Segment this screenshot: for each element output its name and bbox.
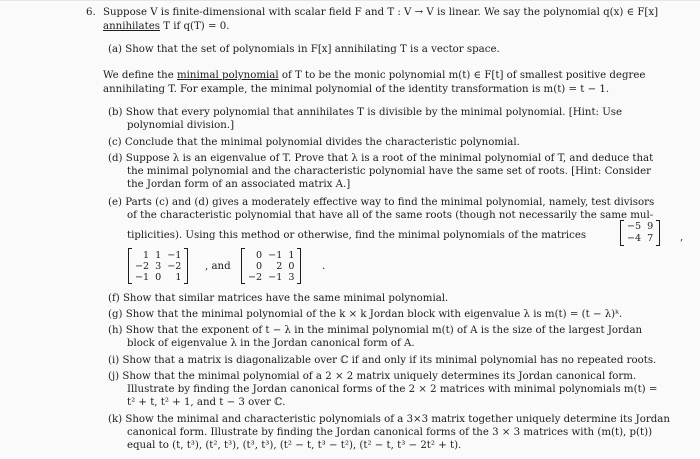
matrix-right-bracket xyxy=(184,248,188,284)
annihilates-term: annihilates xyxy=(103,21,160,32)
matrix-cell: −2 xyxy=(248,271,263,283)
matrix-cell: −2 xyxy=(135,260,150,272)
definition-rest: of T to be the monic polynomial m(t) ∈ F[t] of smallest positive degree xyxy=(278,70,646,81)
definition-line2: annihilating T. For example, the minimal polynomial of the identity transformation is m(t) = t − 1. xyxy=(103,84,610,95)
part-c: (c) Conclude that the minimal polynomial divides the characteristic polynomial. xyxy=(108,137,520,148)
part-e-line3: tiplicities). Using this method or otherwise, find the minimal polynomials of the matrices xyxy=(127,230,587,241)
part-j-line3: t² + t, t² + 1, and t − 3 over ℂ. xyxy=(127,397,286,408)
matrix-cell: 0 xyxy=(288,260,295,272)
part-d-line3: the Jordan form of an associated matrix A.] xyxy=(127,179,351,190)
matrix-cell: 1 xyxy=(288,249,295,261)
part-h-line1: (h) Show that the exponent of t − λ in the minimal polynomial m(t) of A is the size of the largest Jordan xyxy=(108,325,643,336)
matrix-cell: −5 xyxy=(627,221,642,232)
definition-lead: We define the xyxy=(103,70,178,81)
part-e-line1: (e) Parts (c) and (d) gives a moderately effective way to find the minimal polynomial, namely, test divisors xyxy=(108,197,655,208)
matrix-3x3-first xyxy=(128,248,188,284)
matrix-cell: 9 xyxy=(647,221,654,232)
part-f: (f) Show that similar matrices have the same minimal polynomial. xyxy=(108,293,449,304)
part-k-line3: equal to (t, t³), (t², t³), (t³, t³), (t² − t, t³ − t²), (t² − t, t³ − 2t² + t). xyxy=(127,440,462,451)
matrix-cell: 3 xyxy=(155,260,162,272)
matrix-cell: 2 xyxy=(276,260,283,272)
matrix-cell: 0 xyxy=(256,249,263,261)
problem-number: 6. xyxy=(86,7,96,18)
intro-tail: T if q(T) = 0. xyxy=(159,21,230,32)
matrix-cell: −1 xyxy=(135,271,150,283)
part-j-line1: (j) Show that the minimal polynomial of a 2 × 2 matrix uniquely determines its Jordan canonical form. xyxy=(108,371,637,382)
matrix-cell: 1 xyxy=(155,249,162,261)
matrix-cell: 0 xyxy=(256,260,263,272)
matrix-comma: , xyxy=(680,232,684,243)
matrix-cell: −1 xyxy=(167,249,182,261)
part-j-line2: Illustrate by finding the Jordan canonical forms of the 2 × 2 matrices with minimal polynomials m(t) = xyxy=(127,384,658,395)
part-h-line2: block of eigenvalue λ in the Jordan canonical form of A. xyxy=(127,338,415,349)
problem-intro-line2 xyxy=(103,20,230,33)
matrix-cell: 1 xyxy=(175,271,182,283)
definition-line1 xyxy=(103,69,645,82)
minimal-polynomial-term: minimal polynomial xyxy=(177,70,279,81)
matrix-cell: 3 xyxy=(288,271,295,283)
part-b-line2: polynomial division.] xyxy=(127,120,235,131)
matrix-cell: −2 xyxy=(167,260,182,272)
part-d-line2: the minimal polynomial and the characteristic polynomial have the same set of roots. [Hint: Consider xyxy=(127,166,651,177)
part-g: (g) Show that the minimal polynomial of the k × k Jordan block with eigenvalue λ is m(t) = (t − λ)ᵏ. xyxy=(108,309,623,320)
matrix-right-bracket xyxy=(297,248,301,284)
matrix-right-bracket xyxy=(656,220,660,246)
matrix-cell: −4 xyxy=(627,233,642,244)
matrix-and: , and xyxy=(205,261,231,272)
part-k-line2: canonical form. Illustrate by finding the Jordan canonical forms of the 3 × 3 matrices with (m(t), p(t)) xyxy=(127,427,653,438)
matrix-period: . xyxy=(322,261,326,272)
part-i: (i) Show that a matrix is diagonalizable over ℂ if and only if its minimal polynomial has no repeated roots. xyxy=(108,355,657,366)
matrix-cell: 0 xyxy=(155,271,162,283)
part-e-line2: of the characteristic polynomial that have all of the same roots (though not necessarily the same mul- xyxy=(127,210,654,221)
part-b-line1: (b) Show that every polynomial that annihilates T is divisible by the minimal polynomial. [Hint: Use xyxy=(108,107,623,118)
problem-intro-line1: Suppose V is finite-dimensional with scalar field F and T : V → V is linear. We say the polynomial q(x) ∈ F[x] xyxy=(103,7,659,18)
matrix-cell: −1 xyxy=(268,271,283,283)
part-k-line1: (k) Show the minimal and characteristic polynomials of a 3×3 matrix together uniquely determine its Jordan xyxy=(108,414,670,425)
matrix-3x3-second xyxy=(241,248,301,284)
matrix-cell: 7 xyxy=(647,233,654,244)
matrix-2x2 xyxy=(620,220,660,246)
part-d-line1: (d) Suppose λ is an eigenvalue of T. Prove that λ is a root of the minimal polynomial of T, and deduce that xyxy=(108,153,654,164)
matrix-cell: −1 xyxy=(268,249,283,261)
matrix-cell: 1 xyxy=(143,249,150,261)
part-a: (a) Show that the set of polynomials in F[x] annihilating T is a vector space. xyxy=(108,44,500,55)
